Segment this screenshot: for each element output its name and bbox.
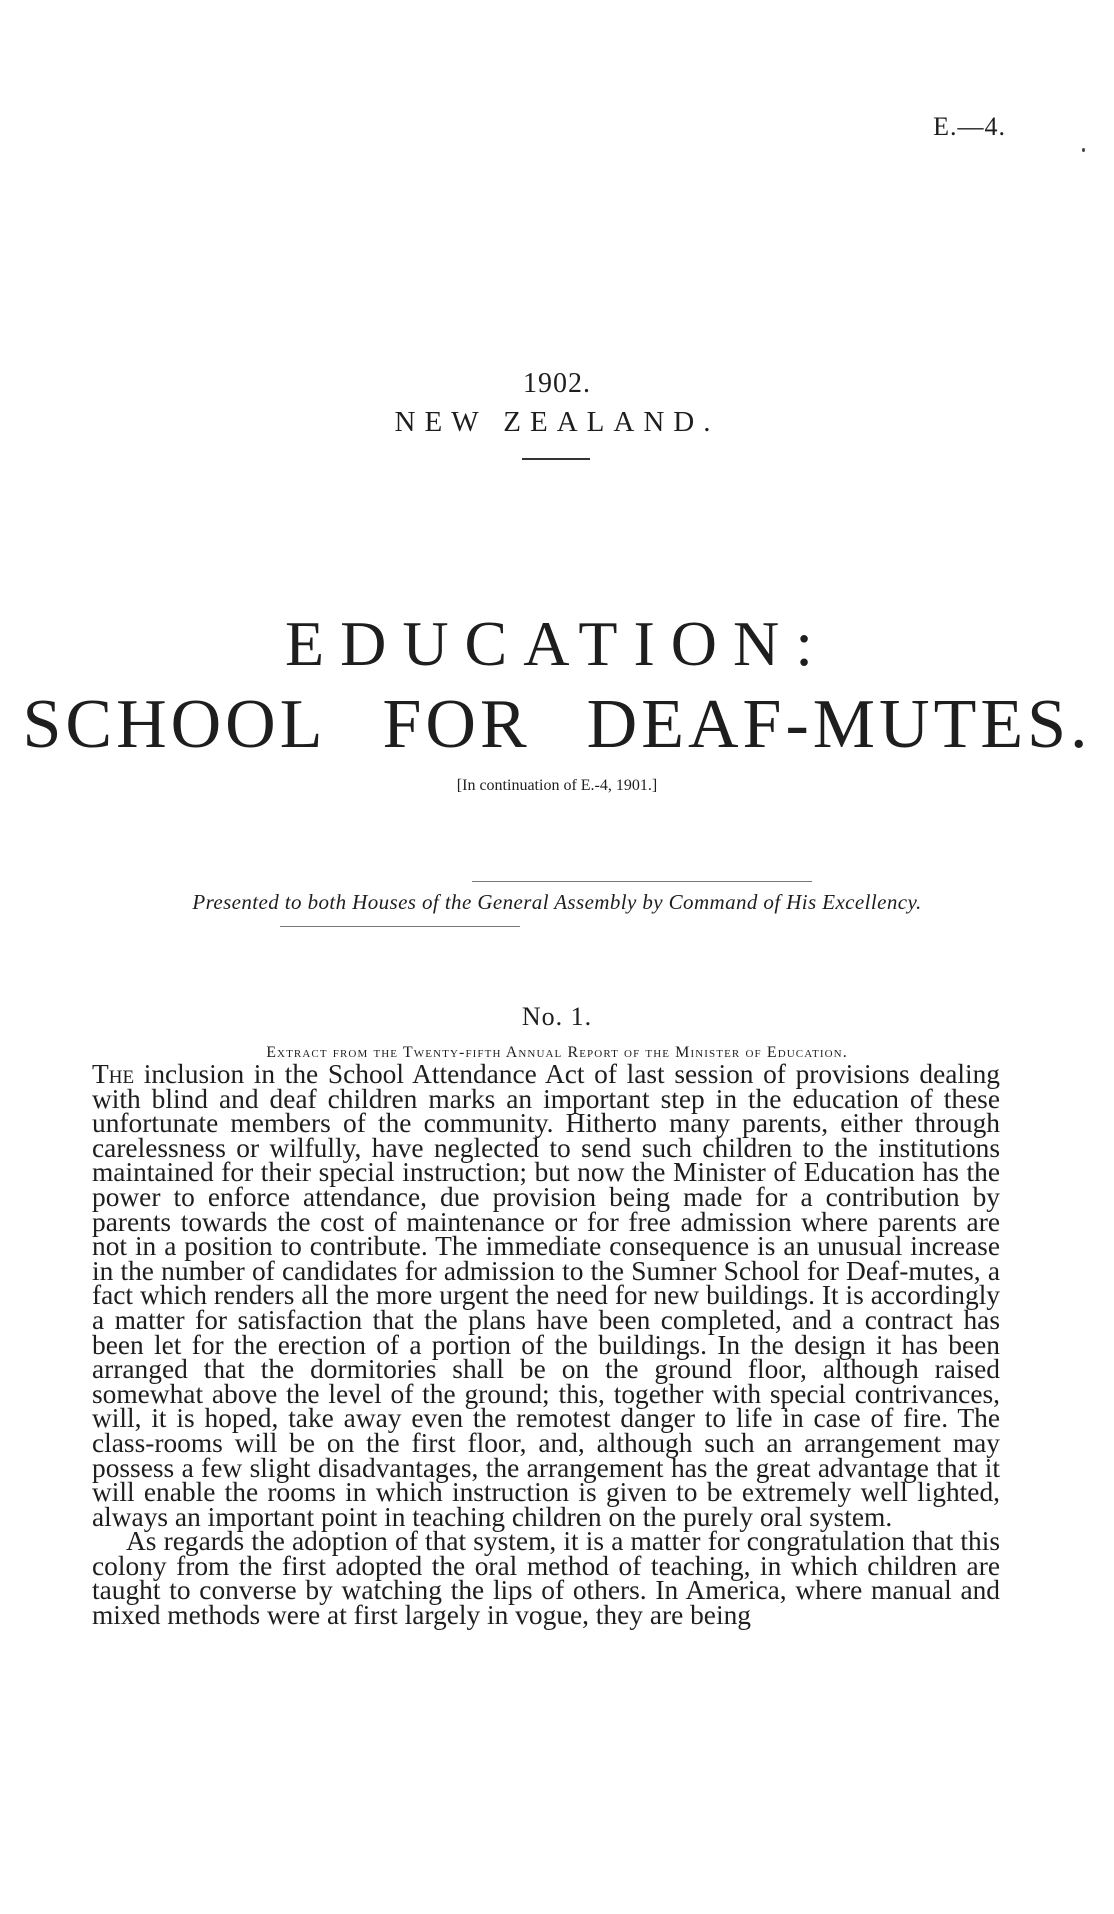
- section-number: No. 1.: [521, 1002, 593, 1031]
- paragraph-lead-word: The: [92, 1059, 135, 1089]
- paragraph-2: [92, 1526, 1000, 1631]
- body-text: [92, 1059, 1000, 1631]
- presented-line: Presented to both Houses of the General Assembly by Command of His Excellency.: [192, 890, 922, 914]
- document-code: E.—4.: [933, 112, 1006, 141]
- presented-rule-bottom: [280, 926, 520, 927]
- extract-heading: Extract from the Twenty-fifth Annual Report of the Minister of Education.: [266, 1044, 848, 1061]
- print-speck: [1082, 148, 1085, 152]
- presented-rule-top: [472, 881, 812, 882]
- title-sub-word-1: SCHOOL: [22, 686, 327, 763]
- cover-country: NEW ZEALAND.: [394, 406, 720, 438]
- continuation-note: [In continuation of E.-4, 1901.]: [456, 777, 658, 794]
- title-sub-word-2: FOR: [382, 686, 531, 763]
- cover-year: 1902.: [523, 368, 591, 399]
- paragraph-text: As regards the adoption of that system, it is a matter for congratulation that this colony from the first adopted the oral method of teaching, in which children are taught to converse by watching the lips of others. In America, where manual and mixed methods were at first largely in vogue, they are being: [92, 1526, 1000, 1631]
- title-main: EDUCATION:: [285, 608, 829, 679]
- paragraph-text: inclusion in the School Attendance Act of last session of provisions dealing with blind and deaf children marks an important step in the education of these unfortunate members of the community. Hitherto many parents, either through carelessness or wilfully, have neglected to send such children to the institutions maintained for their special instruction; but now the Minister of Education has the power to enforce attendance, due provision being made for a contribution by parents towards the cost of maintenance or for free admission where parents are not in a position to contribute. The immediate consequence is an unusual increase in the number of candidates for admission to the Sumner School for Deaf-mutes, a fact which renders all the more urgent the need for new buildings. It is accordingly a matter for satisfaction that the plans have been completed, and a contract has been let for the erection of a portion of the buildings. In the design it has been arranged that the dormitories shall be on the ground floor, although raised somewhat above the level of the ground; this, together with special contrivances, will, it is hoped, take away even the remotest danger to life in case of fire. The class-rooms will be on the first floor, and, although such an arrangement may possess a few slight disadvantages, the arrangement has the great advantage that it will enable the rooms in which instruction is given to be extremely well lighted, always an important point in teaching children on the purely oral system.: [92, 1059, 1000, 1532]
- title-sub: [0, 686, 1114, 763]
- title-sub-word-3: DEAF-MUTES.: [586, 686, 1092, 763]
- paragraph-1: [92, 1059, 1000, 1532]
- cover-divider: [522, 458, 590, 460]
